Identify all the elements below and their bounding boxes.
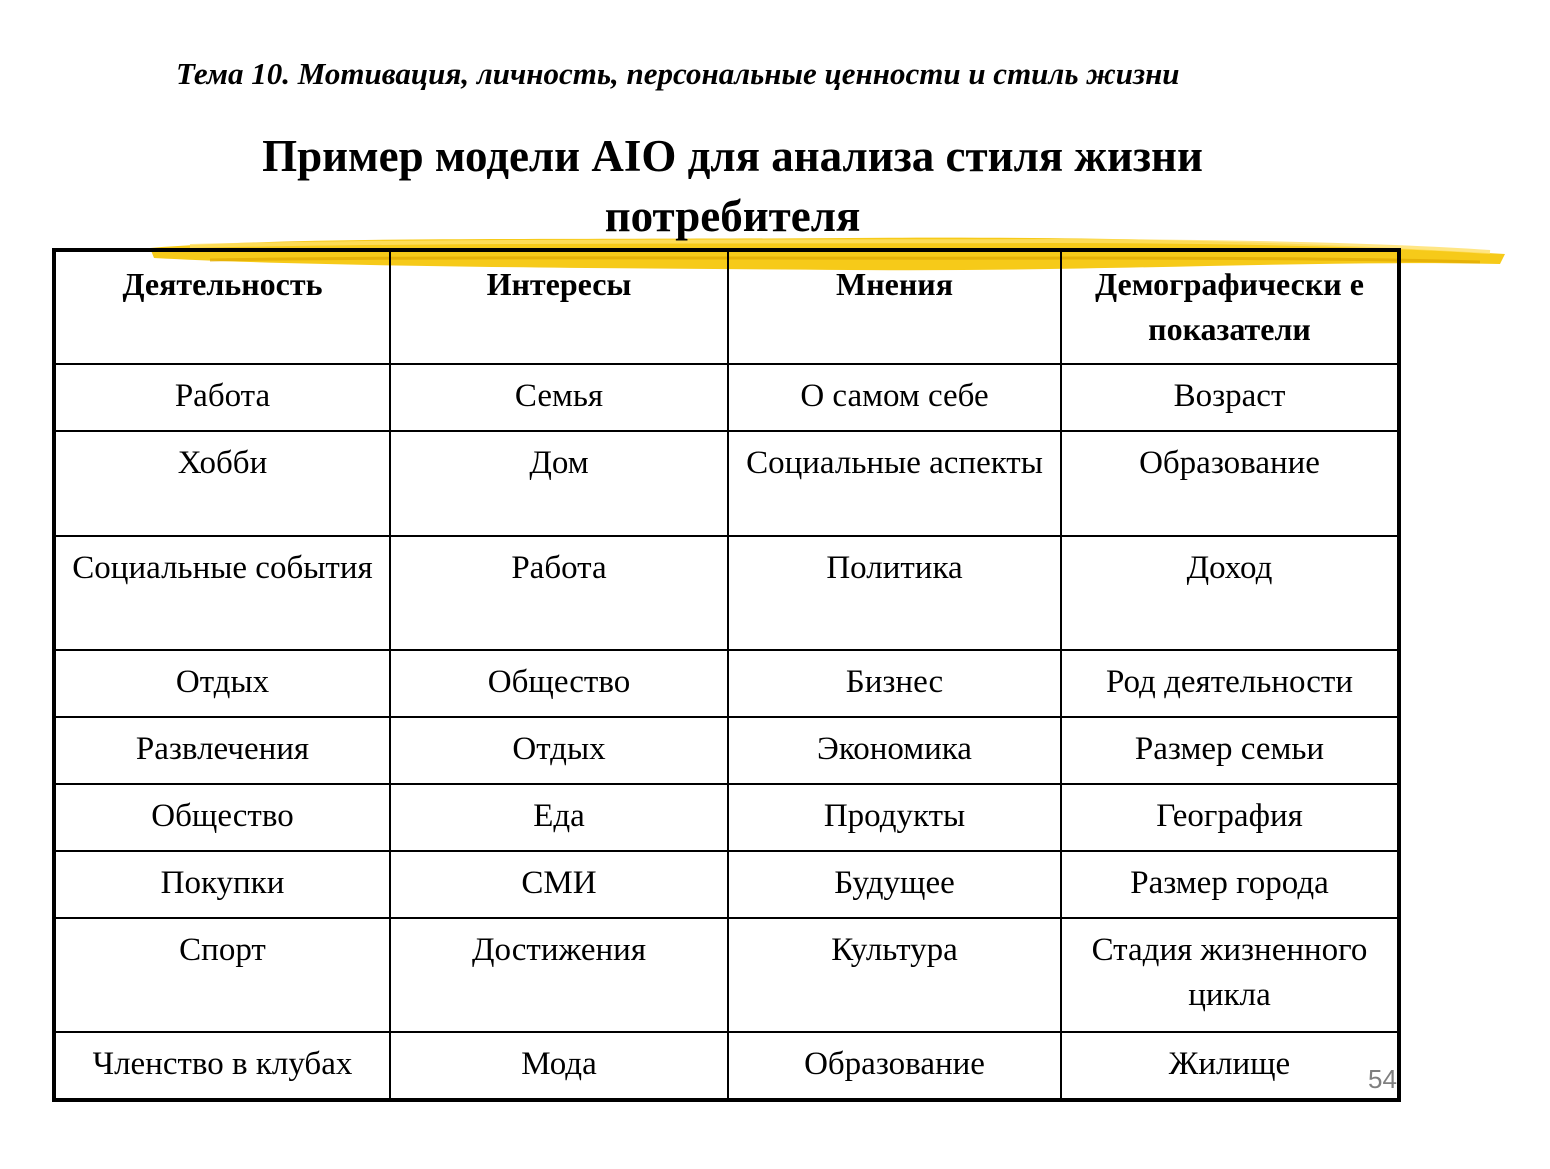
table-cell: Стадия жизненного цикла: [1061, 918, 1399, 1032]
header-opinions: Мнения: [728, 250, 1061, 364]
table-cell: Продукты: [728, 784, 1061, 851]
table-cell: СМИ: [390, 851, 728, 918]
table-cell: Образование: [728, 1032, 1061, 1100]
table-cell: Развлечения: [54, 717, 390, 784]
table-cell: Достижения: [390, 918, 728, 1032]
table-row: [54, 784, 1399, 851]
table-cell: Социальные аспекты: [728, 431, 1061, 536]
table-row: [54, 364, 1399, 431]
table-cell: Покупки: [54, 851, 390, 918]
table-cell: Семья: [390, 364, 728, 431]
topic-heading: Тема 10. Мотивация, личность, персональные ценности и стиль жизни: [176, 56, 1180, 91]
table-cell: Экономика: [728, 717, 1061, 784]
table-cell: Спорт: [54, 918, 390, 1032]
table-cell: Образование: [1061, 431, 1399, 536]
table-cell: Членство в клубах: [54, 1032, 390, 1100]
table-cell: О самом себе: [728, 364, 1061, 431]
table-cell: Политика: [728, 536, 1061, 650]
aio-table: [52, 248, 1401, 1102]
table-cell: Общество: [390, 650, 728, 717]
table-cell: Хобби: [54, 431, 390, 536]
table-cell: Бизнес: [728, 650, 1061, 717]
header-interests: Интересы: [390, 250, 728, 364]
table-cell: Дом: [390, 431, 728, 536]
table-row: [54, 1032, 1399, 1100]
table-cell: Мода: [390, 1032, 728, 1100]
table-cell: Еда: [390, 784, 728, 851]
table-cell: Размер семьи: [1061, 717, 1399, 784]
table-cell: Род деятельности: [1061, 650, 1399, 717]
table-cell: Работа: [54, 364, 390, 431]
table-cell: Работа: [390, 536, 728, 650]
table-row: [54, 536, 1399, 650]
table-cell: Социальные события: [54, 536, 390, 650]
table-cell: Отдых: [54, 650, 390, 717]
table-cell: Будущее: [728, 851, 1061, 918]
table-row: [54, 851, 1399, 918]
page-title-line-1: Пример модели AIO для анализа стиля жизни: [262, 131, 1203, 181]
table-cell: Размер города: [1061, 851, 1399, 918]
slide-number: 54: [1368, 1064, 1397, 1094]
header-activities: Деятельность: [54, 250, 390, 364]
table-row: [54, 431, 1399, 536]
table-cell: Общество: [54, 784, 390, 851]
table-cell: География: [1061, 784, 1399, 851]
table-row: [54, 650, 1399, 717]
table-cell: Возраст: [1061, 364, 1399, 431]
page-title-line-2: потребителя: [604, 191, 861, 241]
table-row: [54, 918, 1399, 1032]
table-row: [54, 717, 1399, 784]
table-header-row: [54, 250, 1399, 364]
table-cell: Отдых: [390, 717, 728, 784]
table-cell: Культура: [728, 918, 1061, 1032]
table-cell: Доход: [1061, 536, 1399, 650]
header-demographics: Демографически е показатели: [1061, 250, 1399, 364]
table-cell: Жилище: [1061, 1032, 1399, 1100]
